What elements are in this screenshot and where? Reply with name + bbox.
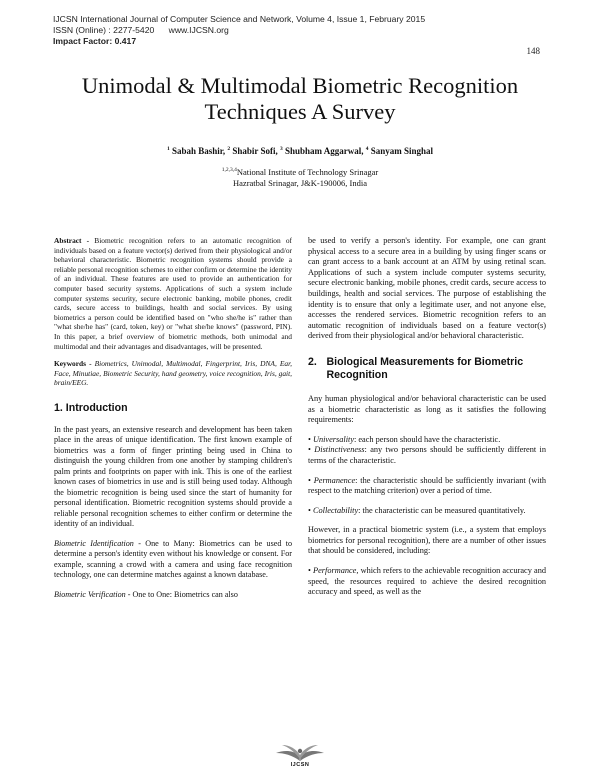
verification-paragraph: Biometric Verification - One to One: Biometrics can also [54, 589, 238, 599]
affiliation-address: Hazratbal Srinagar, J&K-190006, India [233, 178, 367, 188]
paper-title: Unimodal & Multimodal Biometric Recognition Techniques A Survey [81, 73, 519, 124]
impact-factor: Impact Factor: 0.417 [53, 36, 137, 46]
author-3: $^3$ Shubham Aggarwal, [280, 146, 366, 156]
left-column [54, 236, 292, 600]
author-1: $^1$ Sabah Bashir, [166, 146, 228, 156]
affiliation: $^{1,2,3,4}$National Institute of Technology Srinagar Hazratbal Srinagar, J&K-190006, India [40, 167, 560, 189]
bullet-performance: • Performance, which refers to the achievable recognition accuracy and speed, the resources required to achieve the desired recognition accuracy and speed, as well as the [308, 566, 546, 597]
affiliation-institute: National Institute of Technology Srinagar [236, 167, 379, 177]
author-list [40, 146, 560, 156]
author-4: $^4$ Sanyam Singhal [365, 146, 434, 156]
journal-header [53, 14, 425, 47]
abstract: Abstract - Biometric recognition refers to an automatic recognition of individuals based on a feature vector(s) derived from their physiological and/or behavioral characteristic. Biometric recognition systems should provide a reliable personal recognition schemes to either confirm or determine the identity of an individual. These features are used to provide an authentication for computer based security systems. Applications of such a system include computer systems security, secure electronic banking, mobile phones, credit cards, secure access to buildings, health and social services. By using biometrics a person could be identified based on "who she/he is" rather than "what she/he has" (card, token, key) or "what she/he knows" (password, PIN). In this paper, a brief overview of biometric methods, both unimodal and multimodal and their advantages and disadvantages, will be presented. [54, 236, 292, 351]
journal-name: IJCSN International Journal of Computer Science and Network, Volume 4, Issue 1, February 2015 [53, 14, 426, 24]
journal-issn: ISSN (Online) : 2277-5420 www.IJCSN.org [53, 25, 229, 35]
practical-system-paragraph: However, in a practical biometric system (i.e., a system that employs biometrics for personal recognition), there are a number of other issues that should be considered, including: [308, 525, 546, 556]
right-column [308, 236, 546, 598]
page-number: 148 [526, 46, 540, 56]
footer-journal-name: IJCSN [290, 762, 310, 768]
bullet-universality: • Universality: each person should have the characteristic. • Distinctiveness: any two persons should be sufficiently different in terms of the characteristic. [308, 434, 546, 465]
requirements-intro: Any human physiological and/or behavioral characteristic can be used as a biometric characteristic as long as it satisfies the following requirements: [308, 393, 546, 425]
identification-paragraph: Biometric Identification - One to Many: Biometrics can be used to determine a person's identity even without his knowledge or consent. For example, scanning a crowd with a camera and using face recognition technology, one can determine matches against a known database. [54, 538, 292, 580]
section-1-heading: 1. Introduction [54, 401, 128, 414]
bullet-collectability: • Collectability: the characteristic can be measured quantitatively. [308, 505, 526, 515]
intro-paragraph: In the past years, an extensive research and development has been taken place in the areas of unique identification. The first known example of biometrics was a form of finger printing being used in China to distinguish the young children from one another by stamping children's palm prints and footprints on paper with ink. This is one of the earliest known cases of biometrics in use and is still being used today. Although the biometric recognition is being used since the start of humanity for personal identification. Biometric recognition systems should provide a reliable personal recognition schemes to either confirm or determine the identity of an individual. [54, 424, 292, 529]
ijcsn-wing-logo-icon [270, 741, 330, 763]
verification-continued-paragraph: be used to verify a person's identity. For example, one can grant physical access to a secure area in a building by using finger scans or can grant access to a bank account at an ATM by using retinal scan. Applications of such a system include computer systems security, secure electronic banking, mobile phones, credit cards, secure access to buildings, health and social services. The purpose of establishing the identity is to ensure that only a legitimate user, and not anyone else, accesses the rendered services. Biometric recognition refers to an automatic recognition of individuals based on a feature vector(s) derived from their physiological and/or behavioral characteristic. [308, 236, 546, 341]
bullet-permanence: • Permanence: the characteristic should be sufficiently invariant (with respect to the matching criterion) over a period of time. [308, 475, 546, 496]
journal-website[interactable]: www.IJCSN.org [168, 25, 229, 35]
keywords: Keywords - Biometrics, Unimodal, Multimodal, Fingerprint, Iris, DNA, Ear, Face, Minutiae, Biometric Security, hand geometry, voice recognition, Iris, gait, brain/EEG. [54, 359, 292, 388]
section-2-heading: 2. Biological Measurements for Biometric Recognition [308, 355, 524, 381]
author-2: $^2$ Shabir Sofi, [227, 146, 280, 156]
